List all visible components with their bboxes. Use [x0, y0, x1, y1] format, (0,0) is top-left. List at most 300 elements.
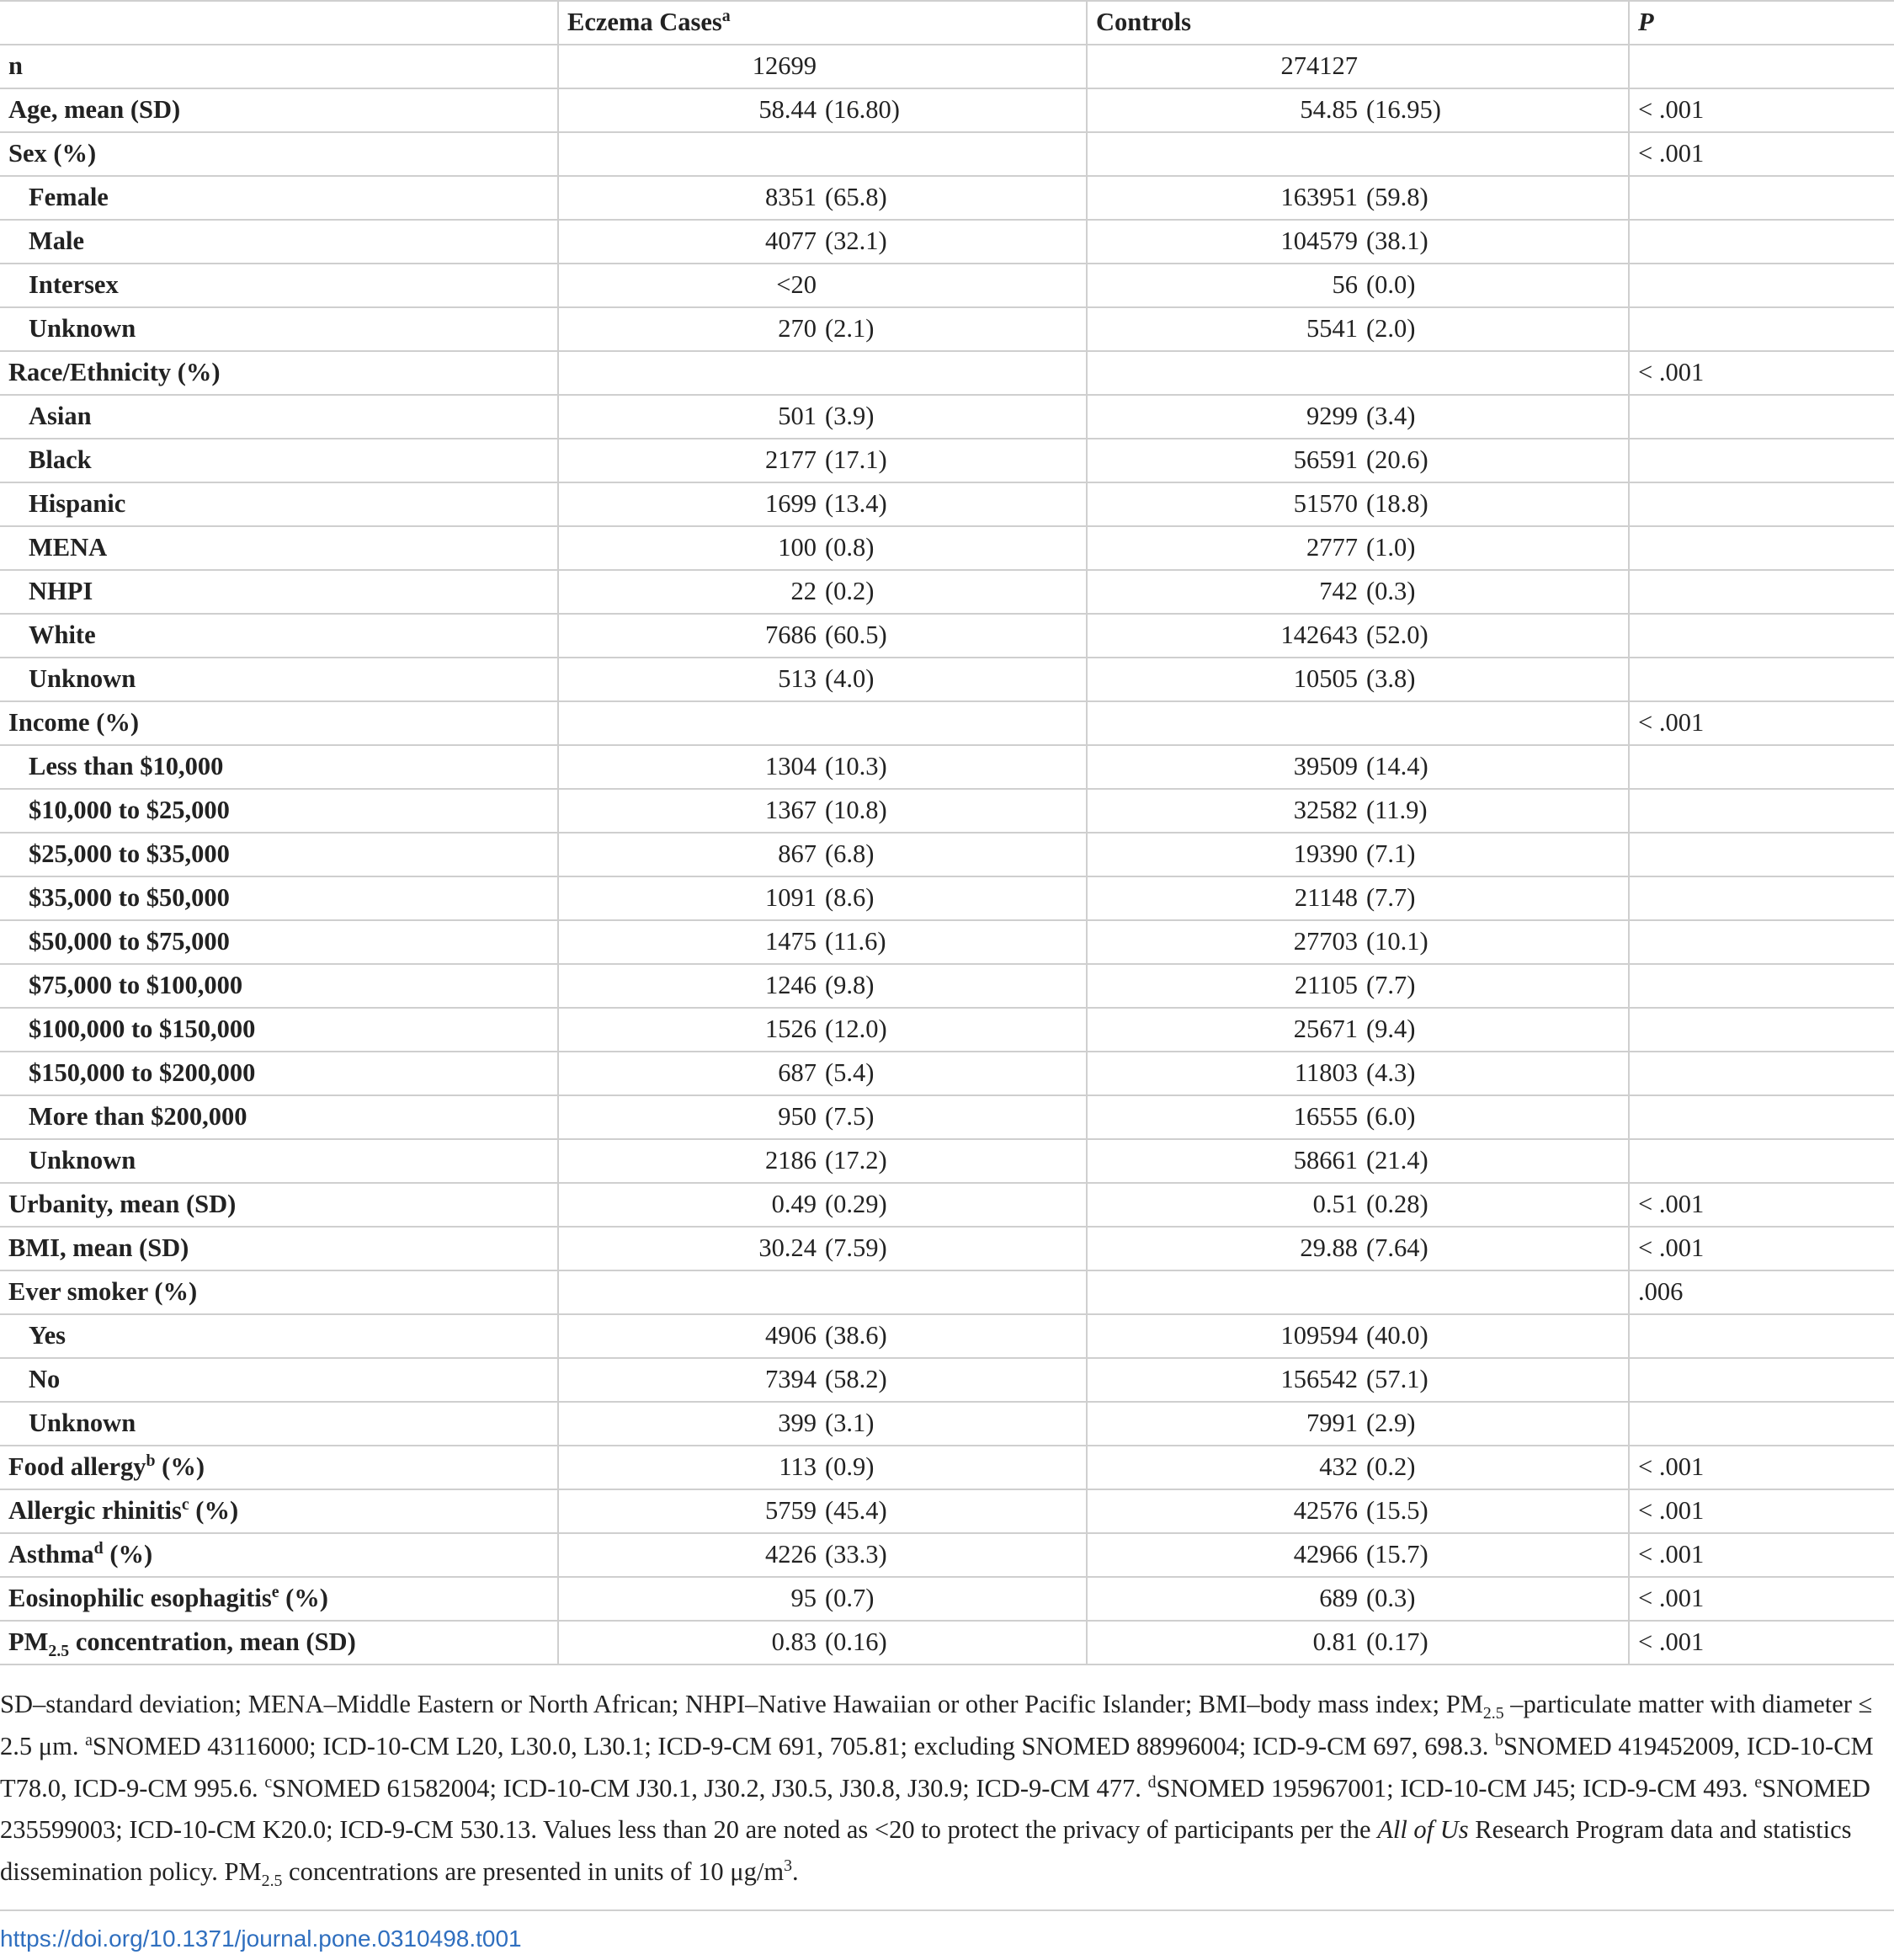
- controls-percent-cell: (4.3): [1358, 1052, 1629, 1095]
- controls-count-cell: 27703: [1087, 920, 1358, 964]
- controls-count-cell: [1087, 132, 1358, 176]
- cases-percent-cell: (0.16): [817, 1621, 1087, 1664]
- row-label-cell: [0, 833, 558, 876]
- controls-count-cell: 21105: [1087, 964, 1358, 1008]
- p-value-cell: [1629, 264, 1894, 307]
- controls-count-cell: [1087, 1270, 1358, 1314]
- row-label-suffix: (%): [103, 1540, 153, 1569]
- p-value-cell: < .001: [1629, 1183, 1894, 1227]
- p-value-cell: < .001: [1629, 1533, 1894, 1577]
- row-label-superscript: b: [146, 1451, 156, 1471]
- controls-count-cell: 58661: [1087, 1139, 1358, 1183]
- cases-count-cell: 2186: [558, 1139, 817, 1183]
- row-label-cell: [0, 395, 558, 439]
- cases-percent-cell: (10.3): [817, 745, 1087, 789]
- row-label-suffix: (%): [155, 1452, 205, 1482]
- row-label: Black: [29, 445, 92, 475]
- row-label: Asthma: [8, 1540, 94, 1569]
- table-row: [0, 1270, 1894, 1314]
- row-label: Yes: [29, 1321, 67, 1350]
- row-label-cell: [0, 1533, 558, 1577]
- cases-count-cell: [558, 351, 817, 395]
- controls-count-cell: 25671: [1087, 1008, 1358, 1052]
- row-label: No: [29, 1365, 61, 1394]
- controls-percent-cell: (0.2): [1358, 1446, 1629, 1489]
- row-label: Age, mean (SD): [8, 95, 181, 125]
- footnote-b-mark: b: [1495, 1730, 1503, 1750]
- row-label: NHPI: [29, 577, 93, 606]
- controls-percent-cell: (21.4): [1358, 1139, 1629, 1183]
- p-value-cell: [1629, 1095, 1894, 1139]
- cases-percent-cell: [817, 1270, 1087, 1314]
- row-label-cell: [0, 1227, 558, 1270]
- table-row: [0, 964, 1894, 1008]
- cases-percent-cell: (3.1): [817, 1402, 1087, 1446]
- cases-percent-cell: (0.29): [817, 1183, 1087, 1227]
- table-row: [0, 1095, 1894, 1139]
- row-label: $150,000 to $200,000: [29, 1058, 256, 1088]
- cases-count-cell: 1526: [558, 1008, 817, 1052]
- cases-percent-cell: (4.0): [817, 658, 1087, 701]
- footnote-policy-text: Research Program data and statistics dissemination policy. PM: [0, 1815, 1852, 1887]
- row-label-suffix: (%): [189, 1496, 239, 1526]
- cases-percent-cell: (3.9): [817, 395, 1087, 439]
- table-row: [0, 526, 1894, 570]
- row-label: Unknown: [29, 1409, 136, 1438]
- cases-percent-cell: (58.2): [817, 1358, 1087, 1402]
- row-label-cell: [0, 220, 558, 264]
- row-label-cell: [0, 1621, 558, 1664]
- cases-count-cell: 12699: [558, 45, 817, 88]
- controls-percent-cell: (0.0): [1358, 264, 1629, 307]
- cases-count-cell: 1475: [558, 920, 817, 964]
- controls-count-cell: 51570: [1087, 482, 1358, 526]
- p-value-cell: < .001: [1629, 701, 1894, 745]
- table-row: [0, 1314, 1894, 1358]
- row-label-cell: [0, 789, 558, 833]
- table-row: [0, 132, 1894, 176]
- cases-count-cell: 950: [558, 1095, 817, 1139]
- row-label-cell: [0, 439, 558, 482]
- controls-count-cell: 7991: [1087, 1402, 1358, 1446]
- cases-percent-cell: (38.6): [817, 1314, 1087, 1358]
- cases-percent-cell: [817, 264, 1087, 307]
- row-label-cell: [0, 658, 558, 701]
- controls-percent-cell: (14.4): [1358, 745, 1629, 789]
- controls-percent-cell: (9.4): [1358, 1008, 1629, 1052]
- cases-percent-cell: (33.3): [817, 1533, 1087, 1577]
- row-label: Unknown: [29, 1146, 136, 1175]
- table-row: [0, 176, 1894, 220]
- controls-percent-cell: (2.9): [1358, 1402, 1629, 1446]
- cases-percent-cell: (7.5): [817, 1095, 1087, 1139]
- p-value-cell: [1629, 439, 1894, 482]
- row-label: Unknown: [29, 664, 136, 694]
- header-controls: [1087, 1, 1629, 45]
- p-value-cell: [1629, 658, 1894, 701]
- row-label: Income (%): [8, 708, 140, 738]
- table-row: [0, 658, 1894, 701]
- table-row: [0, 439, 1894, 482]
- cases-count-cell: 0.49: [558, 1183, 817, 1227]
- row-label: Urbanity, mean (SD): [8, 1190, 237, 1219]
- cases-count-cell: 30.24: [558, 1227, 817, 1270]
- row-label-cell: [0, 1270, 558, 1314]
- cases-count-cell: 1304: [558, 745, 817, 789]
- cases-count-cell: 58.44: [558, 88, 817, 132]
- p-value-cell: < .001: [1629, 1227, 1894, 1270]
- controls-percent-cell: (10.1): [1358, 920, 1629, 964]
- cases-count-cell: 1091: [558, 876, 817, 920]
- p-value-cell: [1629, 745, 1894, 789]
- p-value-cell: [1629, 920, 1894, 964]
- row-label-cell: [0, 1577, 558, 1621]
- cases-count-cell: 270: [558, 307, 817, 351]
- cases-count-cell: 8351: [558, 176, 817, 220]
- cases-percent-cell: (11.6): [817, 920, 1087, 964]
- p-value-cell: < .001: [1629, 351, 1894, 395]
- cases-count-cell: 5759: [558, 1489, 817, 1533]
- row-label-cell: [0, 701, 558, 745]
- cases-percent-cell: (8.6): [817, 876, 1087, 920]
- controls-percent-cell: (2.0): [1358, 307, 1629, 351]
- footnote-b-text: SNOMED 419452009, ICD-10-CM T78.0, ICD-9-CM 995.6.: [0, 1731, 1874, 1803]
- table-row: [0, 1358, 1894, 1402]
- controls-percent-cell: (0.3): [1358, 570, 1629, 614]
- row-label-cell: [0, 1358, 558, 1402]
- cases-count-cell: 7686: [558, 614, 817, 658]
- row-label-cell: [0, 482, 558, 526]
- row-label: Hispanic: [29, 489, 126, 519]
- controls-count-cell: 5541: [1087, 307, 1358, 351]
- table-row: [0, 1533, 1894, 1577]
- p-value-cell: [1629, 45, 1894, 88]
- row-label-cell: [0, 351, 558, 395]
- footnote-text: [0, 1684, 1894, 1893]
- p-value-cell: [1629, 1358, 1894, 1402]
- controls-percent-cell: (7.7): [1358, 964, 1629, 1008]
- controls-percent-cell: (6.0): [1358, 1095, 1629, 1139]
- controls-count-cell: 56: [1087, 264, 1358, 307]
- table-row: [0, 1489, 1894, 1533]
- row-label: MENA: [29, 533, 108, 562]
- cases-count-cell: 1699: [558, 482, 817, 526]
- row-label: Female: [29, 183, 109, 212]
- controls-percent-cell: (38.1): [1358, 220, 1629, 264]
- row-label: Unknown: [29, 314, 136, 344]
- row-label: Race/Ethnicity (%): [8, 358, 221, 387]
- controls-percent-cell: [1358, 351, 1629, 395]
- table-row: [0, 1052, 1894, 1095]
- controls-count-cell: 156542: [1087, 1358, 1358, 1402]
- cases-count-cell: 513: [558, 658, 817, 701]
- row-label: Male: [29, 226, 85, 256]
- row-label-cell: [0, 45, 558, 88]
- controls-count-cell: 432: [1087, 1446, 1358, 1489]
- controls-count-cell: 274127: [1087, 45, 1358, 88]
- cases-count-cell: 22: [558, 570, 817, 614]
- cases-count-cell: [558, 701, 817, 745]
- controls-count-cell: 104579: [1087, 220, 1358, 264]
- footnote-abbreviations-end: –particulate matter with diameter ≤ 2.5 μm.: [0, 1690, 1873, 1760]
- p-value-cell: < .001: [1629, 1489, 1894, 1533]
- controls-count-cell: 39509: [1087, 745, 1358, 789]
- cases-count-cell: 113: [558, 1446, 817, 1489]
- cases-count-cell: 1246: [558, 964, 817, 1008]
- cases-percent-cell: (2.1): [817, 307, 1087, 351]
- row-label: Ever smoker (%): [8, 1277, 198, 1307]
- p-value-cell: [1629, 307, 1894, 351]
- p-value-cell: [1629, 833, 1894, 876]
- footnote-pm-subscript-2: 2.5: [261, 1872, 283, 1891]
- footnote-c-text: SNOMED 61582004; ICD-10-CM J30.1, J30.2, J30.5, J30.8, J30.9; ICD-9-CM 477.: [272, 1773, 1148, 1803]
- controls-count-cell: 32582: [1087, 789, 1358, 833]
- controls-count-cell: 10505: [1087, 658, 1358, 701]
- controls-percent-cell: (3.4): [1358, 395, 1629, 439]
- controls-percent-cell: (0.17): [1358, 1621, 1629, 1664]
- table-row: [0, 1008, 1894, 1052]
- controls-percent-cell: [1358, 701, 1629, 745]
- table-row: [0, 1139, 1894, 1183]
- controls-count-cell: 742: [1087, 570, 1358, 614]
- footnote-cubed-mark: 3: [784, 1856, 793, 1876]
- controls-percent-cell: (0.3): [1358, 1577, 1629, 1621]
- table-row: [0, 1402, 1894, 1446]
- cases-percent-cell: (13.4): [817, 482, 1087, 526]
- cases-percent-cell: (10.8): [817, 789, 1087, 833]
- table-row: [0, 88, 1894, 132]
- cases-count-cell: 2177: [558, 439, 817, 482]
- footnote-d-mark: d: [1147, 1772, 1157, 1792]
- row-label-cell: [0, 1052, 558, 1095]
- controls-count-cell: 2777: [1087, 526, 1358, 570]
- doi-divider: [0, 1909, 1894, 1911]
- footnote-final-period: .: [792, 1857, 799, 1887]
- row-label-suffix: concentration, mean (SD): [69, 1627, 356, 1657]
- table-row: [0, 1227, 1894, 1270]
- p-value-cell: [1629, 482, 1894, 526]
- p-value-cell: [1629, 964, 1894, 1008]
- controls-count-cell: 0.51: [1087, 1183, 1358, 1227]
- cases-count-cell: 501: [558, 395, 817, 439]
- table-row: [0, 220, 1894, 264]
- row-label-cell: [0, 745, 558, 789]
- header-p-value: [1629, 1, 1894, 45]
- footnote-pm-subscript: 2.5: [1482, 1704, 1504, 1723]
- p-value-cell: [1629, 526, 1894, 570]
- cases-percent-cell: (12.0): [817, 1008, 1087, 1052]
- row-label-cell: [0, 1402, 558, 1446]
- table-row: [0, 570, 1894, 614]
- cases-count-cell: 95: [558, 1577, 817, 1621]
- row-label-cell: [0, 1008, 558, 1052]
- p-value-cell: < .001: [1629, 1577, 1894, 1621]
- table-row: [0, 1577, 1894, 1621]
- controls-count-cell: [1087, 701, 1358, 745]
- cases-percent-cell: [817, 351, 1087, 395]
- table-row: [0, 701, 1894, 745]
- cases-count-cell: 7394: [558, 1358, 817, 1402]
- p-value-cell: [1629, 1008, 1894, 1052]
- controls-count-cell: 29.88: [1087, 1227, 1358, 1270]
- table-row: [0, 876, 1894, 920]
- p-value-cell: [1629, 1052, 1894, 1095]
- header-controls-label: Controls: [1096, 8, 1191, 37]
- controls-count-cell: 56591: [1087, 439, 1358, 482]
- row-label-cell: [0, 1314, 558, 1358]
- cases-count-cell: 1367: [558, 789, 817, 833]
- controls-count-cell: 142643: [1087, 614, 1358, 658]
- table-row: [0, 614, 1894, 658]
- cases-percent-cell: (17.1): [817, 439, 1087, 482]
- row-label-cell: [0, 132, 558, 176]
- table-row: [0, 920, 1894, 964]
- controls-count-cell: 163951: [1087, 176, 1358, 220]
- table-row: [0, 395, 1894, 439]
- controls-count-cell: 0.81: [1087, 1621, 1358, 1664]
- controls-count-cell: [1087, 351, 1358, 395]
- p-value-cell: [1629, 176, 1894, 220]
- controls-percent-cell: (7.64): [1358, 1227, 1629, 1270]
- p-value-cell: [1629, 220, 1894, 264]
- footnote-c-mark: c: [264, 1772, 273, 1792]
- row-label-cell: [0, 1446, 558, 1489]
- table-row: [0, 789, 1894, 833]
- header-cases-label: Eczema Cases: [567, 8, 722, 37]
- row-label: Eosinophilic esophagitis: [8, 1584, 272, 1613]
- table-row: [0, 1621, 1894, 1664]
- cases-count-cell: 4906: [558, 1314, 817, 1358]
- row-label: $35,000 to $50,000: [29, 883, 230, 913]
- row-label: $10,000 to $25,000: [29, 796, 230, 825]
- controls-count-cell: 9299: [1087, 395, 1358, 439]
- table-row: [0, 45, 1894, 88]
- footnote-d-text: SNOMED 195967001; ICD-10-CM J45; ICD-9-CM 493.: [1156, 1773, 1755, 1803]
- row-label: $100,000 to $150,000: [29, 1015, 256, 1044]
- cases-count-cell: <20: [558, 264, 817, 307]
- table-row: [0, 307, 1894, 351]
- controls-percent-cell: (59.8): [1358, 176, 1629, 220]
- p-value-cell: [1629, 1139, 1894, 1183]
- table-row: [0, 264, 1894, 307]
- row-label-superscript: e: [271, 1583, 279, 1602]
- p-value-cell: < .001: [1629, 88, 1894, 132]
- cases-count-cell: 687: [558, 1052, 817, 1095]
- controls-percent-cell: (1.0): [1358, 526, 1629, 570]
- cases-percent-cell: (65.8): [817, 176, 1087, 220]
- p-value-cell: < .001: [1629, 1446, 1894, 1489]
- cases-count-cell: 4226: [558, 1533, 817, 1577]
- controls-percent-cell: (57.1): [1358, 1358, 1629, 1402]
- controls-percent-cell: (11.9): [1358, 789, 1629, 833]
- row-label-cell: [0, 526, 558, 570]
- p-value-cell: < .001: [1629, 1621, 1894, 1664]
- controls-percent-cell: (7.7): [1358, 876, 1629, 920]
- footnote-abbreviations: SD–standard deviation; MENA–Middle Eastern or North African; NHPI–Native Hawaiian or other Pacific Islander; BMI–body mass index; PM: [0, 1690, 1483, 1718]
- cases-percent-cell: (32.1): [817, 220, 1087, 264]
- controls-percent-cell: (20.6): [1358, 439, 1629, 482]
- table-row: [0, 1183, 1894, 1227]
- header-blank-cell: [0, 1, 558, 45]
- row-label-suffix: (%): [279, 1584, 328, 1613]
- footnote-program-name: All of Us: [1377, 1815, 1469, 1845]
- row-label-subscript: 2.5: [48, 1642, 70, 1661]
- row-label: More than $200,000: [29, 1102, 247, 1132]
- row-label: Less than $10,000: [29, 752, 224, 781]
- cases-percent-cell: (0.9): [817, 1446, 1087, 1489]
- controls-count-cell: 42576: [1087, 1489, 1358, 1533]
- cases-count-cell: 4077: [558, 220, 817, 264]
- controls-percent-cell: (0.28): [1358, 1183, 1629, 1227]
- cases-percent-cell: (7.59): [817, 1227, 1087, 1270]
- p-value-cell: < .001: [1629, 132, 1894, 176]
- table-header-row: [0, 1, 1894, 45]
- row-label: White: [29, 620, 96, 650]
- controls-percent-cell: (15.5): [1358, 1489, 1629, 1533]
- row-label-cell: [0, 88, 558, 132]
- cases-count-cell: 867: [558, 833, 817, 876]
- controls-count-cell: 21148: [1087, 876, 1358, 920]
- controls-percent-cell: (3.8): [1358, 658, 1629, 701]
- row-label: PM: [8, 1627, 49, 1657]
- row-label-superscript: c: [181, 1495, 189, 1515]
- cases-percent-cell: (60.5): [817, 614, 1087, 658]
- cases-count-cell: 100: [558, 526, 817, 570]
- controls-percent-cell: [1358, 45, 1629, 88]
- footnote-a-mark: a: [85, 1730, 93, 1750]
- row-label: $25,000 to $35,000: [29, 839, 230, 869]
- cases-percent-cell: (0.8): [817, 526, 1087, 570]
- row-label-superscript: d: [93, 1539, 104, 1558]
- row-label: Allergic rhinitis: [8, 1496, 182, 1526]
- row-label: n: [8, 51, 23, 81]
- row-label: Food allergy: [8, 1452, 146, 1482]
- controls-count-cell: 42966: [1087, 1533, 1358, 1577]
- footnote-e-text: SNOMED 235599003; ICD-10-CM K20.0; ICD-9-CM 530.13. Values less than 20 are noted as <20 to protect the privacy of participants per the: [0, 1773, 1870, 1845]
- cases-percent-cell: (9.8): [817, 964, 1087, 1008]
- row-label-cell: [0, 570, 558, 614]
- cases-percent-cell: (0.2): [817, 570, 1087, 614]
- table-footnote: [0, 1684, 1894, 1893]
- table-row: [0, 482, 1894, 526]
- row-label-cell: [0, 876, 558, 920]
- cases-percent-cell: (45.4): [817, 1489, 1087, 1533]
- cases-percent-cell: [817, 132, 1087, 176]
- controls-count-cell: 16555: [1087, 1095, 1358, 1139]
- row-label-cell: [0, 920, 558, 964]
- table-row: [0, 1446, 1894, 1489]
- table-body: [0, 1, 1894, 1664]
- row-label-cell: [0, 176, 558, 220]
- cases-percent-cell: [817, 701, 1087, 745]
- row-label-cell: [0, 1183, 558, 1227]
- controls-percent-cell: (15.7): [1358, 1533, 1629, 1577]
- controls-count-cell: 109594: [1087, 1314, 1358, 1358]
- footnote-a-text: SNOMED 43116000; ICD-10-CM L20, L30.0, L30.1; ICD-9-CM 691, 705.81; excluding SNOMED 88996004; ICD-9-CM 697, 698.3.: [92, 1731, 1496, 1760]
- p-value-cell: [1629, 570, 1894, 614]
- doi-link[interactable]: https://doi.org/10.1371/journal.pone.0310498.t001: [0, 1925, 522, 1952]
- controls-count-cell: 11803: [1087, 1052, 1358, 1095]
- header-cases-footnote-mark: a: [721, 7, 731, 26]
- header-eczema-cases: [558, 1, 1087, 45]
- table-row: [0, 351, 1894, 395]
- controls-percent-cell: (52.0): [1358, 614, 1629, 658]
- cases-percent-cell: (16.80): [817, 88, 1087, 132]
- p-value-cell: [1629, 395, 1894, 439]
- cases-count-cell: 399: [558, 1402, 817, 1446]
- row-label-cell: [0, 1489, 558, 1533]
- p-value-cell: [1629, 614, 1894, 658]
